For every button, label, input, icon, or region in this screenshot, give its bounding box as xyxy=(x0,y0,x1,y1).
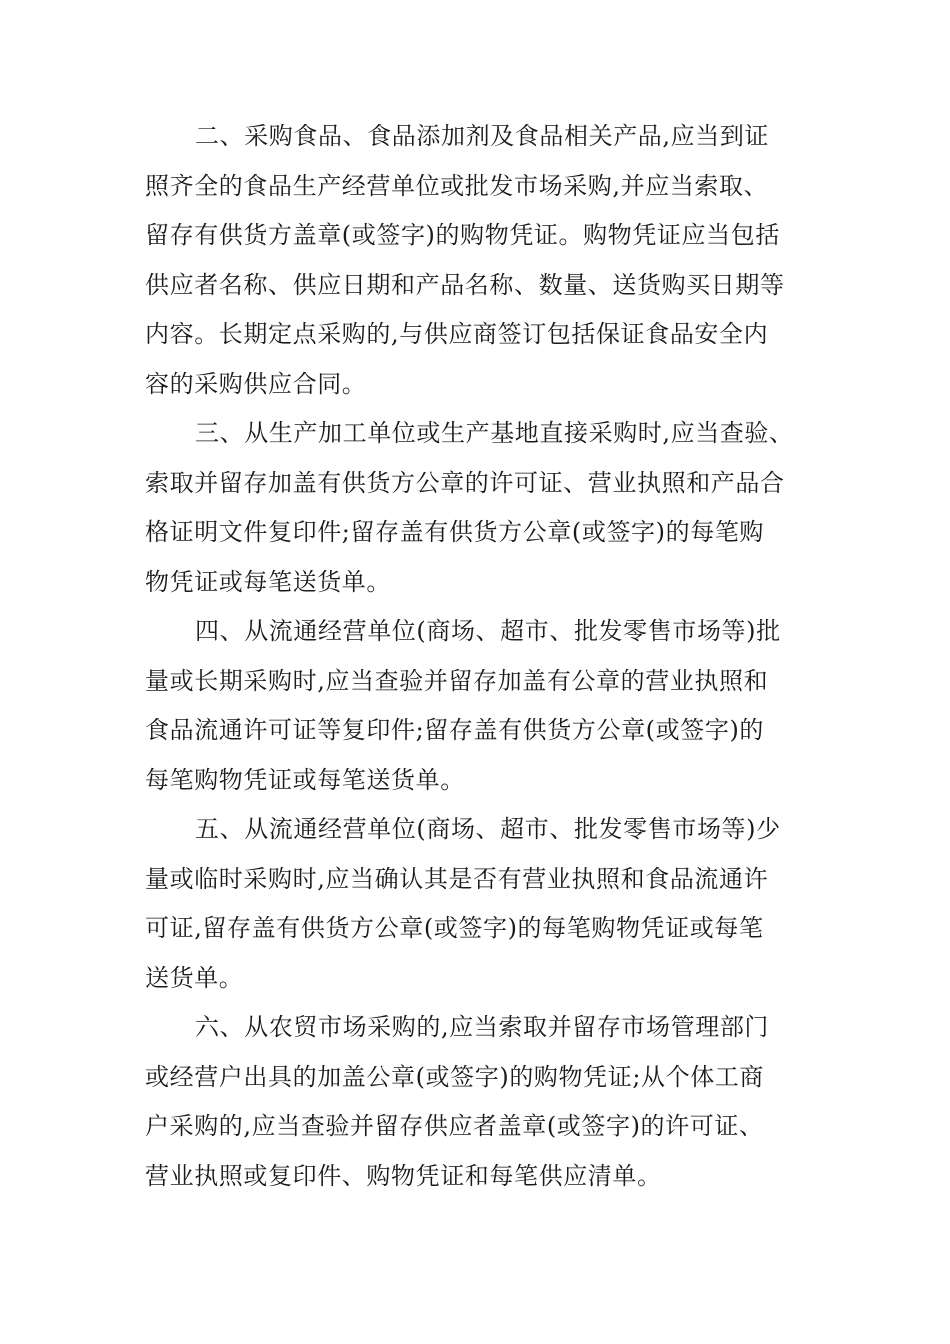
paragraph-line: 送货单。 xyxy=(145,963,244,992)
paragraph-line: 食品流通许可证等复印件;留存盖有供货方公章(或签字)的 xyxy=(145,716,765,744)
paragraph-line: 三、从生产加工单位或生产基地直接采购时,应当查验、 xyxy=(195,419,794,447)
paragraph-line: 或经营户出具的加盖公章(或签字)的购物凭证;从个体工商 xyxy=(145,1062,765,1091)
paragraph-line: 内容。长期定点采购的,与供应商签订包括保证食品安全内 xyxy=(145,320,769,348)
paragraph-line: 量或临时采购时,应当确认其是否有营业执照和食品流通许 xyxy=(145,864,769,893)
paragraph-line: 物凭证或每笔送货单。 xyxy=(145,567,391,596)
paragraph-line: 每笔购物凭证或每笔送货单。 xyxy=(145,765,465,794)
paragraph-2 xyxy=(145,112,807,409)
paragraph-line: 索取并留存加盖有供货方公章的许可证、营业执照和产品合 xyxy=(145,468,785,497)
paragraph-line: 量或长期采购时,应当查验并留存加盖有公章的营业执照和 xyxy=(145,666,769,695)
paragraph-line: 照齐全的食品生产经营单位或批发市场采购,并应当索取、 xyxy=(145,171,769,200)
paragraph-line: 二、采购食品、食品添加剂及食品相关产品,应当到证 xyxy=(195,122,770,150)
paragraph-line: 四、从流通经营单位(商场、超市、批发零售市场等)批 xyxy=(195,617,781,645)
paragraph-line: 供应者名称、供应日期和产品名称、数量、送货购买日期等 xyxy=(145,270,785,299)
paragraph-line: 留存有供货方盖章(或签字)的购物凭证。购物凭证应当包括 xyxy=(145,221,780,249)
paragraph-3 xyxy=(145,409,807,607)
paragraph-line: 容的采购供应合同。 xyxy=(145,369,367,398)
paragraph-line: 营业执照或复印件、购物凭证和每笔供应清单。 xyxy=(145,1161,662,1190)
paragraph-line: 户采购的,应当查验并留存供应者盖章(或签字)的许可证、 xyxy=(145,1112,764,1140)
paragraph-4 xyxy=(145,607,807,805)
paragraph-5 xyxy=(145,805,807,1003)
paragraph-line: 格证明文件复印件;留存盖有供货方公章(或签字)的每笔购 xyxy=(145,518,765,546)
paragraph-line: 五、从流通经营单位(商场、超市、批发零售市场等)少 xyxy=(195,815,781,843)
paragraph-6 xyxy=(145,1003,807,1201)
paragraph-line: 六、从农贸市场采购的,应当索取并留存市场管理部门 xyxy=(195,1013,770,1041)
paragraph-line: 可证,留存盖有供货方公章(或签字)的每笔购物凭证或每笔 xyxy=(145,914,764,942)
